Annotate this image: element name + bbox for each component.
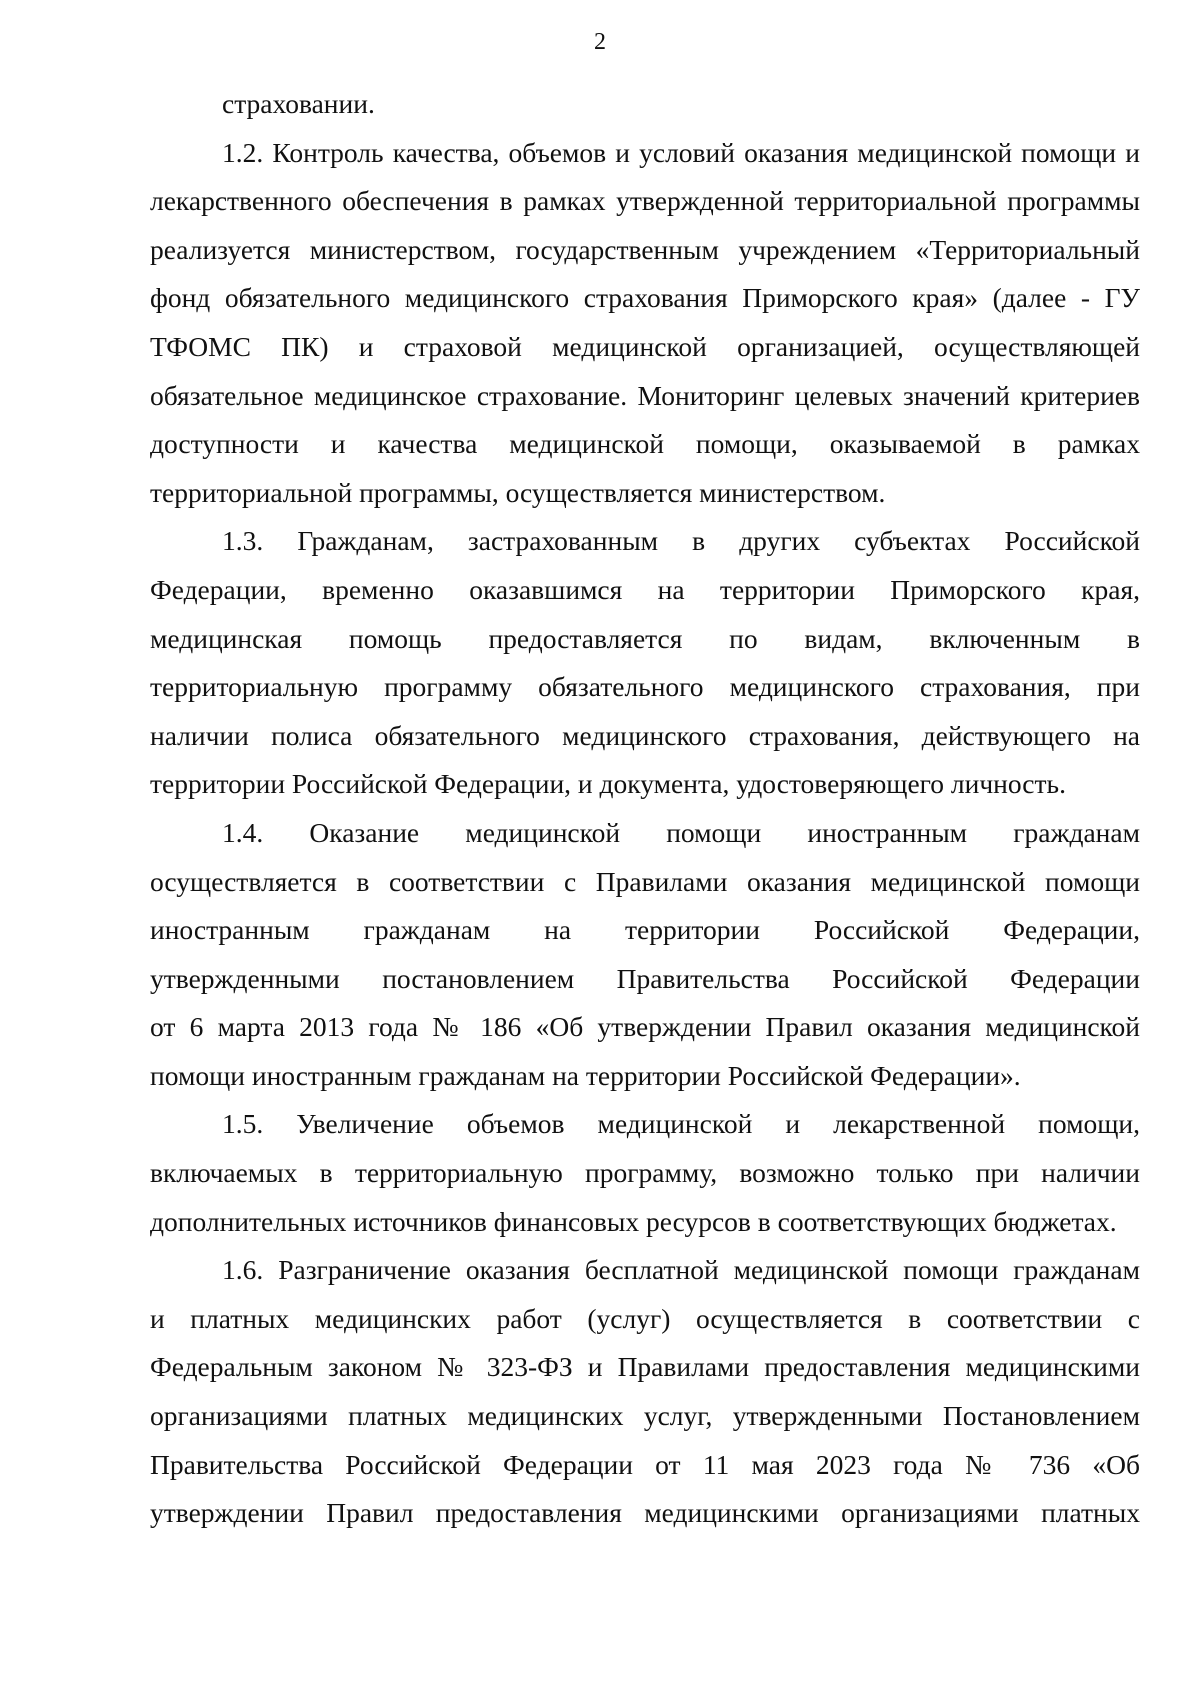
text-line: осуществляется в соответствии с Правилами оказания медицинской помощи — [150, 865, 1140, 897]
document-body — [150, 80, 1140, 1538]
text-line: утверждении Правил предоставления медицинскими организациями платных — [150, 1497, 1140, 1529]
paragraph-1-2-start: 1.2. Контроль качества, объемов и условий оказания медицинской помощи и — [222, 136, 1140, 168]
text-line: от 6 марта 2013 года № 186 «Об утверждении Правил оказания медицинской — [150, 1011, 1140, 1043]
text-line: территории Российской Федерации, и документа, удостоверяющего личность. — [150, 768, 1066, 800]
text-line: Федерации, временно оказавшимся на территории Приморского края, — [150, 573, 1140, 605]
text-line: территориальную программу обязательного медицинского страхования, при — [150, 671, 1140, 703]
text-line: Федеральным законом № 323-ФЗ и Правилами предоставления медицинскими — [150, 1351, 1140, 1383]
text-line: включаемых в территориальную программу, возможно только при наличии — [150, 1157, 1140, 1189]
text-line: реализуется министерством, государственным учреждением «Территориальный — [150, 233, 1140, 265]
paragraph-1-4-start: 1.4. Оказание медицинской помощи иностранным гражданам — [222, 816, 1140, 848]
text-line: обязательное медицинское страхование. Мониторинг целевых значений критериев — [150, 379, 1140, 411]
text-line: наличии полиса обязательного медицинского страхования, действующего на — [150, 719, 1140, 751]
text-line: страховании. — [222, 88, 375, 119]
text-line: ТФОМС ПК) и страховой медицинской организацией, осуществляющей — [150, 330, 1140, 362]
text-line: и платных медицинских работ (услуг) осуществляется в соответствии с — [150, 1302, 1140, 1334]
paragraph-1-5-start: 1.5. Увеличение объемов медицинской и лекарственной помощи, — [222, 1108, 1140, 1140]
text-line: утвержденными постановлением Правительства Российской Федерации — [150, 962, 1140, 994]
text-line: организациями платных медицинских услуг, утвержденными Постановлением — [150, 1400, 1140, 1432]
text-line: помощи иностранным гражданам на территории Российской Федерации». — [150, 1059, 1021, 1091]
page-number: 2 — [594, 29, 606, 55]
text-line: Правительства Российской Федерации от 11 мая 2023 года № 736 «Об — [150, 1448, 1140, 1480]
paragraph-1-6-start: 1.6. Разграничение оказания бесплатной медицинской помощи гражданам — [222, 1254, 1140, 1286]
text-line: дополнительных источников финансовых ресурсов в соответствующих бюджетах. — [150, 1205, 1117, 1237]
text-line: фонд обязательного медицинского страхования Приморского края» (далее - ГУ — [150, 282, 1140, 314]
text-line: лекарственного обеспечения в рамках утвержденной территориальной программы — [150, 185, 1140, 217]
text-line: территориальной программы, осуществляется министерством. — [150, 476, 886, 508]
paragraph-1-3-start: 1.3. Гражданам, застрахованным в других субъектах Российской — [222, 525, 1140, 557]
text-line: медицинская помощь предоставляется по видам, включенным в — [150, 622, 1140, 654]
text-line: иностранным гражданам на территории Российской Федерации, — [150, 914, 1140, 946]
text-line: доступности и качества медицинской помощи, оказываемой в рамках — [150, 428, 1140, 460]
